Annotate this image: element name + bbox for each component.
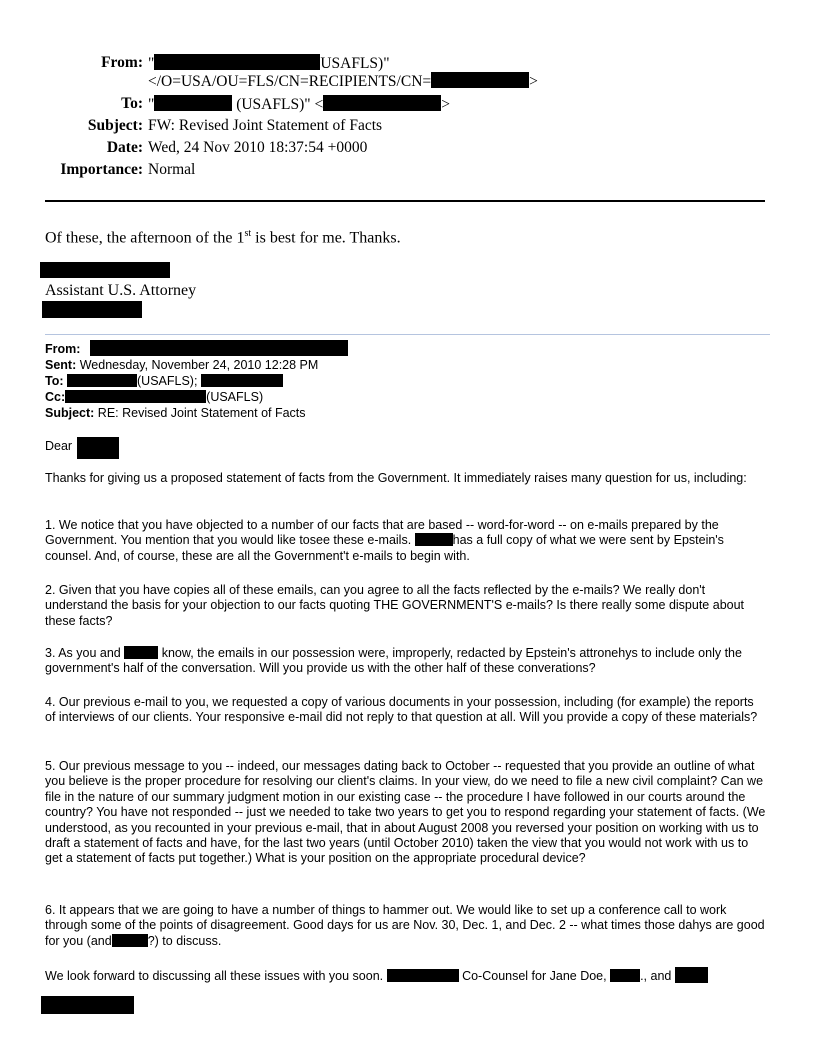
fwd-cc: Cc: (USAFLS) [45,390,264,404]
date-label: Date: [106,139,143,156]
fwd-from: From: [45,342,81,356]
from-address: </O=USA/OU=FLS/CN=RECIPIENTS/CN= > [148,73,538,90]
redaction [124,646,158,659]
greeting: Dear [45,439,73,453]
paragraph-1: 1. We notice that you have objected to a number of our facts that are based -- word-for-word -- on e-mails prepared by the Government. You mention that you would like tosee these e-mails. has a full copy of what we were sent by Epstein's counsel. And, of course, these are all the Government't e-mails to begin with. [45,518,724,563]
signature-name-redaction [40,262,170,278]
redaction [154,54,320,70]
paragraph-2: 2. Given that you have copies all of these emails, can you agree to all the facts reflected by the e-mails? We really don't understand the basis for your objection to our facts quoting THE GOVERNMENT'S e-mails? Is there really some dispute about these facts? [45,583,745,628]
from-label: From: [101,54,143,71]
to-value: " (USAFLS)" < > [148,96,450,113]
to-label: To: [121,95,143,112]
forward-divider [45,334,770,335]
header-divider [45,200,765,202]
date-value: Wed, 24 Nov 2010 18:37:54 +0000 [148,139,368,156]
redaction [154,95,232,111]
redaction [610,969,640,982]
signature-title: Assistant U.S. Attorney [45,282,197,299]
redaction [112,934,148,947]
redaction [90,340,348,356]
recipient-redaction [77,437,119,459]
paragraph-4: 4. Our previous e-mail to you, we requested a copy of various documents in your possession, including (for example) the reports of interviews of our clients. Your responsive e-mail did not reply to that question at all. Will you provide a copy of these materials? [45,695,758,725]
redaction [431,72,529,88]
redaction [415,533,453,546]
fwd-subject: Subject: RE: Revised Joint Statement of Facts [45,406,306,420]
fwd-sent: Sent: Wednesday, November 24, 2010 12:28 PM [45,358,319,372]
reply-line: Of these, the afternoon of the 1st is best for me. Thanks. [45,228,401,247]
redaction [387,969,459,982]
fwd-to: To: (USAFLS); [45,373,283,389]
redaction [323,95,441,111]
paragraph-5: 5. Our previous message to you -- indeed, our messages dating back to October -- requested that you provide an outline of what you believe is the proper procedure for resolving our client's claims. In your view, do we need to file a new civil complaint? Can we file in the nature of our summary judgment motion in our existing case -- the procedure I have followed in our courts around the country? You have not responded -- just we needed to take two years to get you to respond regarding your statement of facts. (We understood, as you recounted in your previous e-mail, that in about August 2008 you reversed your position on working with us to draft a statement of facts and have, for the last two years (until October 2010) taken the view that you would not work with us to get a statement of facts put together.) What is your position on the appropriate procedural device? [45,759,766,866]
sender-signature-redaction [41,996,134,1014]
paragraph-intro: Thanks for giving us a proposed statement of facts from the Government. It immediately raises many question for us, including: [45,471,747,485]
importance-value: Normal [148,161,196,178]
signature-contact-redaction [42,301,142,318]
subject-label: Subject: [87,117,143,134]
from-value: " USAFLS)" [148,55,390,72]
paragraph-3: 3. As you and know, the emails in our possession were, improperly, redacted by Epstein's attronehys to include only the government's half of the conversation. Will you provide us with the other half of these converations? [45,646,742,676]
redaction [67,374,137,387]
redaction [201,374,283,387]
paragraph-6: 6. It appears that we are going to have a number of things to hammer out. We would like to set up a conference call to work through some of the points of disagreement. Good days for us are Nov. 30, Dec. 1, and Dec. 2 -- what times those dahys are good for you (and ?) to discuss. [45,903,765,948]
closing: We look forward to discussing all these issues with you soon. Co-Counsel for Jane Doe, ., and [45,967,767,984]
subject-value: FW: Revised Joint Statement of Facts [148,117,383,134]
redaction [65,390,206,403]
redaction [675,967,708,983]
importance-label: Importance: [60,161,143,178]
